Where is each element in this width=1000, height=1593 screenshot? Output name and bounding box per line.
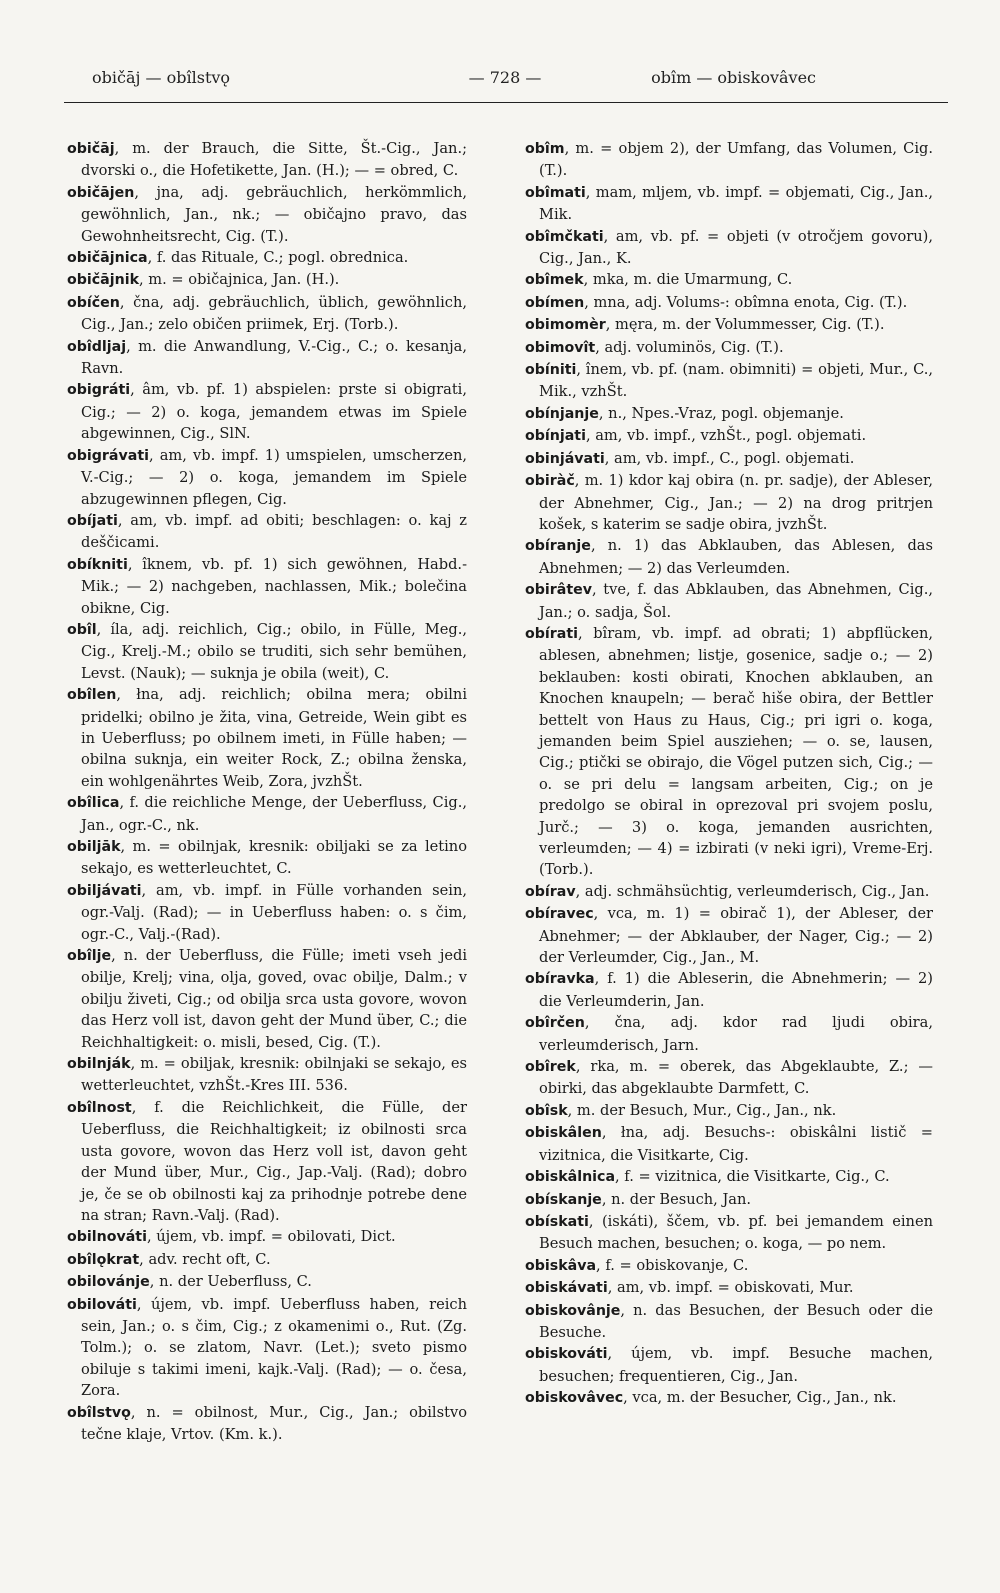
entry-headword: obíkniti: [67, 556, 128, 573]
entry-definition: , újem, vb. impf. = obilovati, Dict.: [146, 1228, 396, 1246]
dictionary-entry: [525, 269, 933, 291]
dictionary-entry: [525, 1343, 933, 1387]
entry-headword: obískati: [525, 1213, 589, 1230]
entry-definition: , m. = obiljak, kresnik: obilnjaki se sekajo, es wetterleuchtet, vzhŠt.-Kres III. 536.: [81, 1055, 467, 1095]
dictionary-entry: [525, 359, 933, 403]
dictionary-entry: [525, 1211, 933, 1255]
entry-headword: obimovît: [525, 339, 596, 356]
entry-headword: obîlen: [67, 687, 117, 704]
entry-definition: , rka, m. = oberek, das Abgeklaubte, Z.; — obirki, das abgeklaubte Darmfett, C.: [539, 1058, 933, 1098]
dictionary-entry: [525, 1056, 933, 1100]
entry-headword: obirâtev: [525, 582, 592, 599]
entry-definition: , adj. voluminös, Cig. (T.).: [595, 338, 784, 356]
entry-headword: obîl: [67, 621, 97, 638]
dictionary-entry: [67, 880, 467, 945]
entry-headword: običājen: [67, 184, 135, 201]
entry-headword: obiskovânje: [525, 1302, 621, 1319]
entry-definition: , čna, adj. kdor rad ljudi obira, verleumderisch, Jarn.: [539, 1014, 933, 1054]
entry-definition: , mam, mljem, vb. impf. = objemati, Cig., Jan., Mik.: [539, 183, 933, 224]
entry-definition: , n. der Ueberfluss, die Fülle; imeti vseh jedi obilje, Krelj; vina, olja, goved, ovac obilje, Dalm.; v obilju živeti, Cig.; od obilja srca usta govore, wovon das Herz voll ist, davon geht der Mund über, C.; die Reichhaltigkeit: o. misli, besed, Cig. (T.).: [81, 947, 467, 1051]
entry-definition: , tve, f. das Abklauben, das Abnehmen, Cig., Jan.; o. sadja, Šol.: [539, 581, 933, 621]
entry-definition: , am, vb. impf. = obiskovati, Mur.: [607, 1279, 854, 1297]
dictionary-entry: [525, 1122, 933, 1166]
dictionary-entry: [67, 619, 467, 684]
header-left-guide-words: običāj — obîlstvǫ: [92, 68, 231, 87]
entry-headword: obínjanje: [525, 405, 599, 422]
entry-definition: , înem, vb. pf. (nam. obimniti) = objeti, Mur., C., Mik., vzhŠt.: [539, 361, 933, 401]
dictionary-entry: [525, 1166, 933, 1188]
entry-headword: obîlnost: [67, 1099, 132, 1116]
entry-headword: obilnják: [67, 1056, 131, 1073]
entry-definition: , łna, adj. reichlich; obilna mera; obilni pridelki; obilno je žita, vina, Getreide, Wein gibt es in Ueberfluss; po obilnem imeti, in Fülle haben; — obilna suknja, ein weiter Rock, Z.; obilna ženska, ein wohlgenährtes Weib, Zora, jvzhŠt.: [81, 686, 467, 790]
entry-definition: , am, vb. impf. in Fülle vorhanden sein, ogr.-Valj. (Rad); — in Ueberfluss haben: o. s čim, ogr.-C., Valj.-(Rad).: [81, 881, 467, 943]
entry-definition: , f. das Rituale, C.; pogl. obrednica.: [147, 249, 409, 267]
entry-headword: obigráti: [67, 382, 131, 399]
entry-headword: obiskávati: [525, 1280, 608, 1297]
entry-definition: , am, vb. impf., C., pogl. objemati.: [604, 449, 855, 467]
right-column: [525, 138, 933, 1410]
entry-definition: , m. 1) kdor kaj obira (n. pr. sadje), der Ableser, der Abnehmer, Cig., Jan.; — 2) na drog pritrjen košek, s katerim se sadje obira, jvzhŠt.: [539, 472, 933, 533]
entry-headword: obiskâlen: [525, 1125, 602, 1142]
entry-headword: obínjati: [525, 428, 586, 445]
entry-headword: obilnováti: [67, 1229, 147, 1246]
dictionary-entry: [67, 269, 467, 291]
entry-headword: obîm: [525, 141, 565, 157]
dictionary-entry: [67, 554, 467, 619]
dictionary-entry: [525, 1189, 933, 1211]
page-number: — 728 —: [468, 68, 542, 87]
header-right-guide-words: obîm — obiskovâvec: [651, 68, 816, 87]
entry-definition: , am, vb. pf. = objeti (v otročjem govoru), Cig., Jan., K.: [539, 227, 933, 268]
dictionary-entry: [525, 1300, 933, 1344]
dictionary-entry: [67, 247, 467, 269]
entry-headword: obîdljaj: [67, 338, 127, 355]
entry-headword: obiskováti: [525, 1346, 608, 1363]
entry-definition: , łna, adj. Besuchs-: obiskâlni listič = vizitnica, die Visitkarte, Cig.: [539, 1124, 933, 1164]
entry-headword: obírati: [525, 625, 578, 642]
entry-definition: , m. die Anwandlung, V.-Cig., C.; o. kesanja, Ravn.: [81, 337, 467, 378]
entry-definition: , adj. schmähsüchtig, verleumderisch, Cig., Jan.: [575, 882, 930, 900]
entry-headword: obiljāk: [67, 839, 121, 855]
entry-headword: obiljávati: [67, 882, 142, 899]
entry-headword: obíjati: [67, 512, 118, 529]
dictionary-entry: [67, 945, 467, 1053]
dictionary-entry: [525, 623, 933, 881]
dictionary-entry: [67, 1097, 467, 1226]
entry-definition: , mka, m. die Umarmung, C.: [583, 271, 793, 289]
dictionary-entry: [525, 1387, 933, 1409]
entry-headword: obinjávati: [525, 450, 605, 467]
entry-definition: , f. die Reichlichkeit, die Fülle, der Ueberfluss, die Reichhaltigkeit; iz obilnosti srca usta govore, wovon das Herz voll ist, davon geht der Mund über, Mur., Cig., Jap.-Valj. (Rad); dobro je, če se ob obilnosti kaj za prihodnje potrebe dene na stran; Ravn.-Valj. (Rad).: [81, 1098, 467, 1224]
entry-headword: obískanje: [525, 1191, 602, 1208]
entry-headword: obîrek: [525, 1059, 576, 1076]
entry-definition: , f. = vizitnica, die Visitkarte, Cig., C.: [615, 1168, 890, 1186]
entry-definition: , âm, vb. pf. 1) abspielen: prste si obigrati, Cig.; — 2) o. koga, jemandem etwas im Spiele abgewinnen, Cig., SlN.: [81, 381, 467, 443]
entry-headword: obîmčkati: [525, 228, 604, 245]
dictionary-entry: [67, 336, 467, 380]
dictionary-entry: [67, 182, 467, 247]
dictionary-entry: [67, 138, 467, 182]
entry-headword: obîlǫkrat: [67, 1251, 140, 1268]
entry-headword: obíravec: [525, 906, 594, 923]
entry-headword: obîrčen: [525, 1015, 585, 1032]
dictionary-entry: [67, 1053, 467, 1097]
dictionary-entry: [525, 292, 933, 314]
dictionary-entry: [525, 1012, 933, 1056]
entry-definition: , n. das Besuchen, der Besuch oder die Besuche.: [539, 1301, 933, 1341]
dictionary-entry: [525, 535, 933, 579]
dictionary-entry: [525, 448, 933, 470]
entry-headword: običāj: [67, 141, 115, 157]
dictionary-entry: [525, 337, 933, 359]
dictionary-entry: [525, 425, 933, 447]
entry-definition: , vca, m. 1) = obirač 1), der Ableser, der Abnehmer; — der Abklauber, der Nager, Cig.; — 2) der Verleumder, Cig., Jan., M.: [539, 905, 933, 967]
entry-headword: obîmati: [525, 184, 586, 201]
entry-definition: , íla, adj. reichlich, Cig.; obilo, in Fülle, Meg., Cig., Krelj.-M.; obilo se truditi, sich sehr bemühen, Levst. (Nauk); — suknja je obila (weit), C.: [81, 620, 467, 682]
entry-definition: , f. die reichliche Menge, der Ueberfluss, Cig., Jan., ogr.-C., nk.: [81, 794, 467, 834]
entry-headword: obilováti: [67, 1296, 137, 1313]
dictionary-entry: [67, 445, 467, 510]
dictionary-entry: [67, 836, 467, 880]
entry-definition: , vca, m. der Besucher, Cig., Jan., nk.: [623, 1389, 897, 1407]
dictionary-entry: [525, 903, 933, 968]
left-column: [67, 138, 467, 1445]
entry-headword: obilovánje: [67, 1274, 150, 1291]
dictionary-entry: [525, 138, 933, 182]
entry-headword: obîlje: [67, 948, 112, 965]
dictionary-entry: [525, 226, 933, 270]
dictionary-entry: [525, 1100, 933, 1122]
entry-definition: , f. = obiskovanje, C.: [596, 1256, 749, 1274]
entry-definition: , m. = obilnjak, kresnik: obiljaki se za letino sekajo, es wetterleuchtet, C.: [81, 838, 467, 878]
entry-definition: , (iskáti), ščem, vb. pf. bei jemandem einen Besuch machen, besuchen; o. koga, — po nem.: [539, 1212, 933, 1253]
dictionary-entry: [67, 1271, 467, 1293]
entry-definition: , bîram, vb. impf. ad obrati; 1) abpflücken, ablesen, abnehmen; listje, gosenice, sadje o.; — 2) beklauben: kosti obirati, Knochen abklauben, an Knochen knaupeln; — berač hiše obira, der Bettler bettelt von Haus zu Haus, Cig.; pri igri o. koga, jemanden beim Spiel ausziehen; — o. se, lausen, Cig.; ptički se obirajo, die Vögel putzen sich, Cig.; — o. se pri delu = langsam arbeiten, Cig.; on je predolgo se obiral in oprezoval pri svojem poslu, Jurč.; — 3) o. koga, jemanden ausrichten, verleumden; — 4) = izbirati (v neki igri), Vreme-Erj. (Torb.).: [539, 624, 933, 879]
entry-definition: , adv. recht oft, C.: [139, 1250, 271, 1268]
entry-headword: obîlica: [67, 795, 120, 812]
entry-definition: , m. der Brauch, die Sitte, Št.-Cig., Jan.; dvorski o., die Hofetikette, Jan. (H.); — = obred, C.: [81, 140, 467, 180]
entry-definition: , am, vb. impf. ad obiti; beschlagen: o. kaj z deščicami.: [81, 511, 467, 552]
entry-definition: , újem, vb. impf. Besuche machen, besuchen; frequentieren, Cig., Jan.: [539, 1345, 933, 1385]
dictionary-entry: [67, 1402, 467, 1446]
entry-headword: obîlstvǫ: [67, 1404, 131, 1421]
dictionary-entry: [525, 968, 933, 1012]
entry-headword: obîmek: [525, 272, 584, 289]
dictionary-entry: [525, 881, 933, 903]
entry-headword: obírav: [525, 883, 576, 900]
entry-definition: , am, vb. impf., vzhŠt., pogl. objemati.: [585, 427, 867, 445]
entry-headword: obimomèr: [525, 317, 606, 334]
dictionary-entry: [525, 403, 933, 425]
entry-definition: , čna, adj. gebräuchlich, üblich, gewöhnlich, Cig., Jan.; zelo običen priimek, Erj. (Torb.).: [81, 293, 467, 334]
entry-headword: obiràč: [525, 473, 575, 490]
entry-definition: , îknem, vb. pf. 1) sich gewöhnen, Habd.-Mik.; — 2) nachgeben, nachlassen, Mik.; bolečina obikne, Cig.: [81, 555, 467, 617]
entry-headword: običājnik: [67, 272, 140, 289]
entry-definition: , n. der Ueberfluss, C.: [149, 1273, 312, 1291]
entry-definition: , am, vb. impf. 1) umspielen, umscherzen, V.-Cig.; — 2) o. koga, jemandem im Spiele abzugewinnen pflegen, Cig.: [81, 446, 467, 508]
dictionary-entry: [67, 1249, 467, 1271]
entry-headword: običājnica: [67, 250, 148, 267]
entry-definition: , m. der Besuch, Mur., Cig., Jan., nk.: [567, 1101, 837, 1119]
dictionary-entry: [525, 1255, 933, 1277]
entry-definition: , n. der Besuch, Jan.: [601, 1190, 752, 1208]
dictionary-entry: [67, 379, 467, 444]
dictionary-entry: [525, 1277, 933, 1299]
entry-definition: , n. = obilnost, Mur., Cig., Jan.; obilstvo tečne klaje, Vrtov. (Km. k.).: [81, 1403, 467, 1443]
dictionary-entry: [67, 292, 467, 336]
entry-headword: obiskâva: [525, 1257, 597, 1274]
entry-definition: , jna, adj. gebräuchlich, herkömmlich, gewöhnlich, Jan., nk.; — običajno pravo, das Gewohnheitsrecht, Cig. (T.).: [81, 183, 467, 245]
entry-headword: obíčen: [67, 294, 120, 311]
header-rule: [64, 102, 948, 103]
entry-headword: obigrávati: [67, 447, 149, 464]
dictionary-entry: [525, 182, 933, 226]
entry-definition: , m. = objem 2), der Umfang, das Volumen, Cig. (T.).: [539, 140, 933, 180]
entry-headword: obíravka: [525, 971, 595, 988]
entry-definition: , mna, adj. Volums-: obîmna enota, Cig. (T.).: [584, 293, 908, 311]
entry-definition: , újem, vb. impf. Ueberfluss haben, reich sein, Jan.; o. s čim, Cig.; z okamenimi o., Rut. (Zg. Tolm.); o. se zlatom, Navr. (Let.); sveto pismo obiluje s takimi imeni, kajk.-Valj. (Rad); — o. česa, Zora.: [81, 1295, 467, 1400]
dictionary-entry: [525, 470, 933, 535]
entry-definition: , f. 1) die Ableserin, die Abnehmerin; — 2) die Verleumderin, Jan.: [539, 970, 933, 1010]
entry-definition: , męra, m. der Volummesser, Cig. (T.).: [605, 316, 885, 334]
page-header: [64, 68, 946, 98]
dictionary-entry: [67, 792, 467, 836]
entry-definition: , n. 1) das Abklauben, das Ablesen, das Abnehmen; — 2) das Verleumden.: [539, 537, 933, 577]
dictionary-entry: [67, 510, 467, 554]
dictionary-entry: [67, 1294, 467, 1402]
entry-headword: obiskâlnica: [525, 1169, 616, 1186]
entry-headword: obímen: [525, 294, 585, 311]
entry-definition: , m. = običajnica, Jan. (H.).: [139, 271, 340, 289]
dictionary-entry: [525, 314, 933, 336]
entry-headword: obíranje: [525, 538, 591, 555]
entry-headword: obíniti: [525, 362, 577, 379]
entry-headword: obiskovâvec: [525, 1390, 624, 1407]
entry-definition: , n., Npes.-Vraz, pogl. objemanje.: [598, 404, 844, 422]
dictionary-entry: [67, 1226, 467, 1248]
entry-headword: obîsk: [525, 1102, 568, 1119]
dictionary-entry: [67, 684, 467, 792]
dictionary-entry: [525, 579, 933, 623]
